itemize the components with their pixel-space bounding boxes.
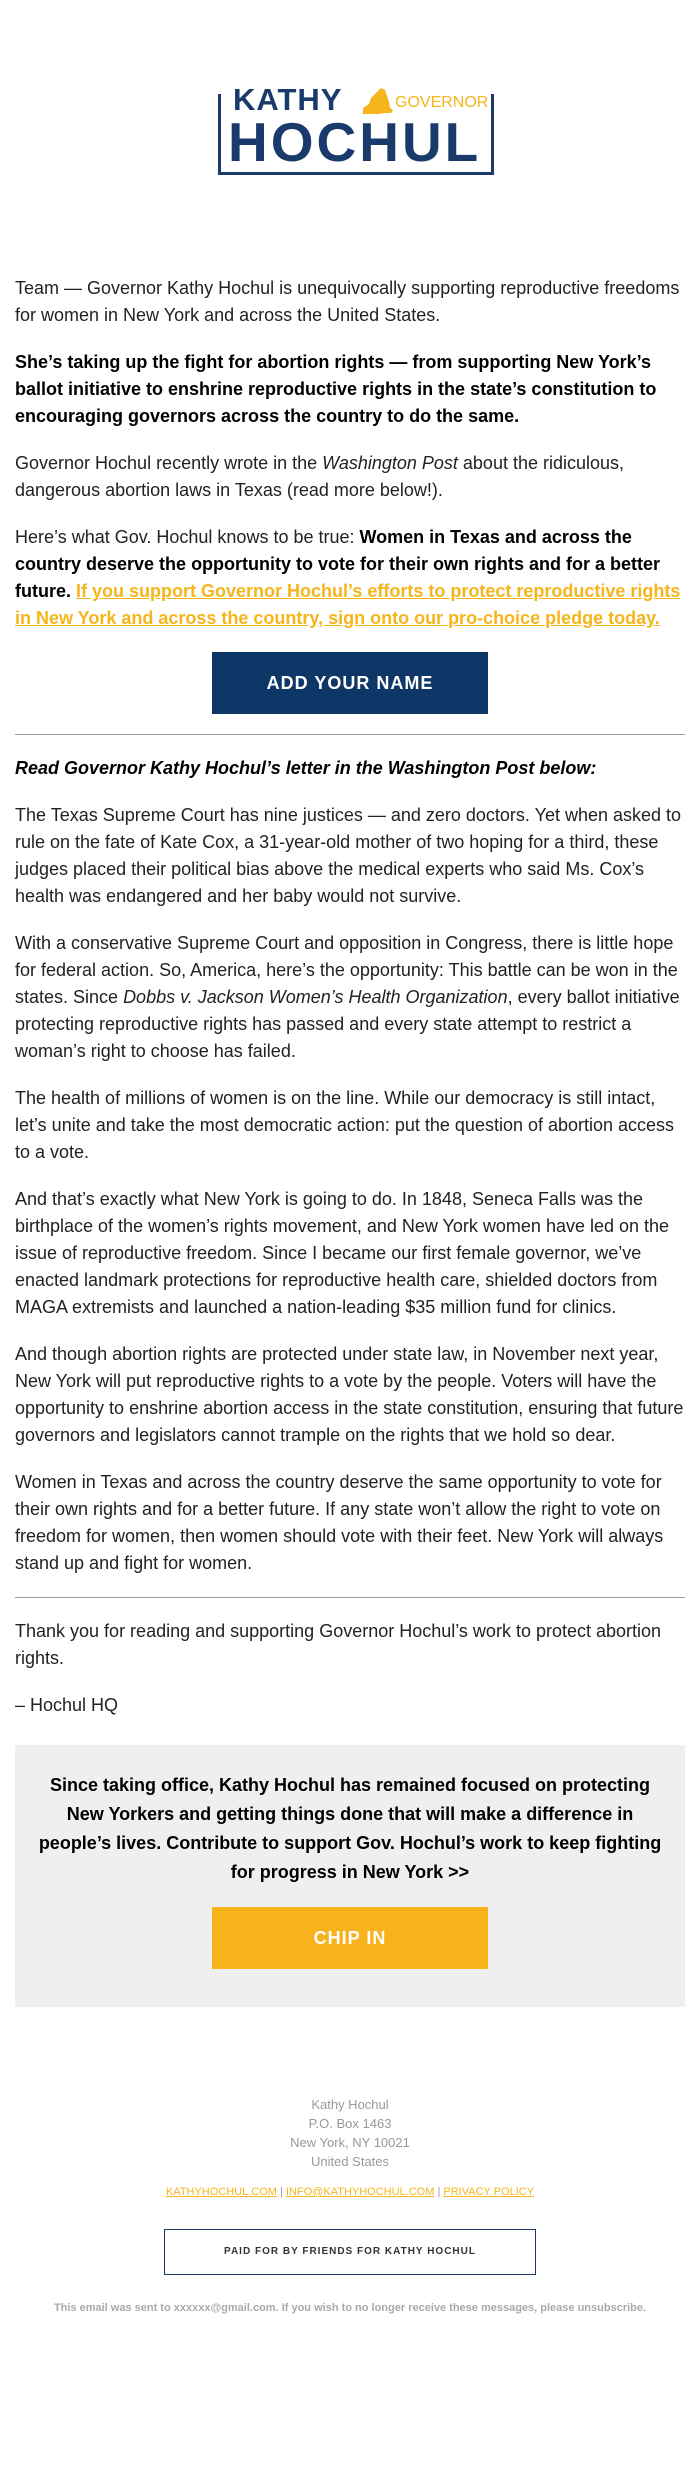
header-logo [0, 0, 700, 250]
chip-in-button[interactable]: CHIP IN [212, 1907, 488, 1969]
divider-bottom [15, 1597, 685, 1598]
donate-text: Since taking office, Kathy Hochul has remained focused on protecting New Yorkers and getting things done that will make a difference in people’s lives. Contribute to support Gov. Hochul’s work to keep fighting for progress in New York >> [38, 1775, 662, 1882]
primary-cta-row [15, 652, 685, 714]
unsubscribe-notice[interactable]: This email was sent to xxxxxx@gmail.com. If you wish to no longer receive these messages, please unsubscribe. [53, 2302, 647, 2314]
address-line-po: P.O. Box 1463 [308, 2116, 392, 2131]
letter-paragraph-5: And though abortion rights are protected under state law, in November next year, New York will put reproductive rights to a vote by the people. Voters will have the opportunity to enshrine abortion access in the state constitution, ensuring that future governors and legislators cannot trample on the rights that we hold so dear. [15, 1344, 684, 1445]
intro-paragraph-1: Team — Governor Kathy Hochul is unequivocally supporting reproductive freedoms for women in New York and across the United States. [15, 278, 680, 325]
closing-thanks: Thank you for reading and supporting Governor Hochul’s work to protect abortion rights. [15, 1621, 662, 1668]
logo-kathy-text: KATHY [233, 82, 343, 117]
main-content [0, 275, 700, 1719]
intro-paragraph-4 [15, 524, 685, 632]
donate-box [15, 1745, 685, 2007]
letter-p2-italic: Dobbs v. Jackson Women’s Health Organization [123, 987, 508, 1007]
letter-paragraph-3: The health of millions of women is on the line. While our democracy is still intact, let’s unite and take the most democratic action: put the question of abortion access to a vote. [15, 1088, 675, 1162]
letter-p2-after: , every ballot initiative protecting reproductive rights has passed and every state attempt to restrict a woman’s right to choose has failed. [15, 987, 680, 1061]
letter-paragraph-1: The Texas Supreme Court has nine justices — and zero doctors. Yet when asked to rule on the fate of Kate Cox, a 31-year-old mother of two hoping for a third, these judges placed their political bias above the medical experts who said Ms. Cox’s health was endangered and her baby would not survive. [15, 805, 682, 906]
paid-for-disclaimer: PAID FOR BY FRIENDS FOR KATHY HOCHUL [164, 2229, 536, 2275]
address-line-country: United States [310, 2154, 390, 2169]
letter-heading: Read Governor Kathy Hochul’s letter in the Washington Post below: [15, 758, 597, 778]
divider-top [15, 734, 685, 735]
email-link[interactable]: INFO@KATHYHOCHUL.COM [285, 2186, 435, 2198]
letter-paragraph-4: And that’s exactly what New York is going to do. In 1848, Seneca Falls was the birthplace of the women’s rights movement, and New York women have led on the issue of reproductive freedom. Since I became our first female governor, we’ve enacted landmark protections for reproductive health care, shielded doctors from MAGA extremists and launched a nation-leading $35 million fund for clinics. [15, 1189, 670, 1317]
website-link[interactable]: KATHYHOCHUL.COM [165, 2186, 277, 2198]
intro-p4-bold: Women in Texas and across the country deserve the opportunity to vote for their own rights and for a better future. [15, 527, 661, 601]
intro-p3-after: about the ridiculous, dangerous abortion laws in Texas (read more below!). [15, 453, 625, 500]
link-separator: | [276, 2186, 286, 2198]
pledge-link[interactable]: If you support Governor Hochul’s efforts to protect reproductive rights in New York and across the country, sign onto our pro-choice pledge today. [15, 581, 681, 628]
logo-governor-text: GOVERNOR [395, 94, 489, 111]
letter-paragraph-2 [15, 930, 685, 1065]
footer-links [0, 2186, 700, 2198]
footer-address [0, 2095, 700, 2171]
intro-paragraph-2: She’s taking up the fight for abortion rights — from supporting New York’s ballot initiative to enshrine reproductive rights in the state’s constitution to encouraging governors across the country to do the same. [15, 352, 657, 426]
letter-p2-before: With a conservative Supreme Court and opposition in Congress, there is little hope for federal action. So, America, here’s the opportunity: This battle can be won in the states. Since [15, 933, 678, 1007]
intro-p4-before: Here’s what Gov. Hochul knows to be true: [15, 527, 360, 547]
link-separator: | [434, 2186, 444, 2198]
closing-signoff: – Hochul HQ [15, 1695, 119, 1715]
privacy-policy-link[interactable]: PRIVACY POLICY [443, 2186, 535, 2198]
intro-p3-italic: Washington Post [322, 453, 458, 473]
address-line-city: New York, NY 10021 [290, 2135, 410, 2150]
add-your-name-button[interactable]: ADD YOUR NAME [212, 652, 488, 714]
address-line-name: Kathy Hochul [311, 2097, 389, 2112]
footer [0, 2095, 700, 2314]
logo-hochul-text: HOCHUL [228, 111, 482, 173]
intro-paragraph-3 [15, 450, 685, 504]
intro-p3-before: Governor Hochul recently wrote in the [15, 453, 323, 473]
letter-paragraph-6: Women in Texas and across the country deserve the same opportunity to vote for their own rights and for a better future. If any state won’t allow the right to vote on freedom for women, then women should vote with their feet. New York will always stand up and fight for women. [15, 1472, 664, 1573]
